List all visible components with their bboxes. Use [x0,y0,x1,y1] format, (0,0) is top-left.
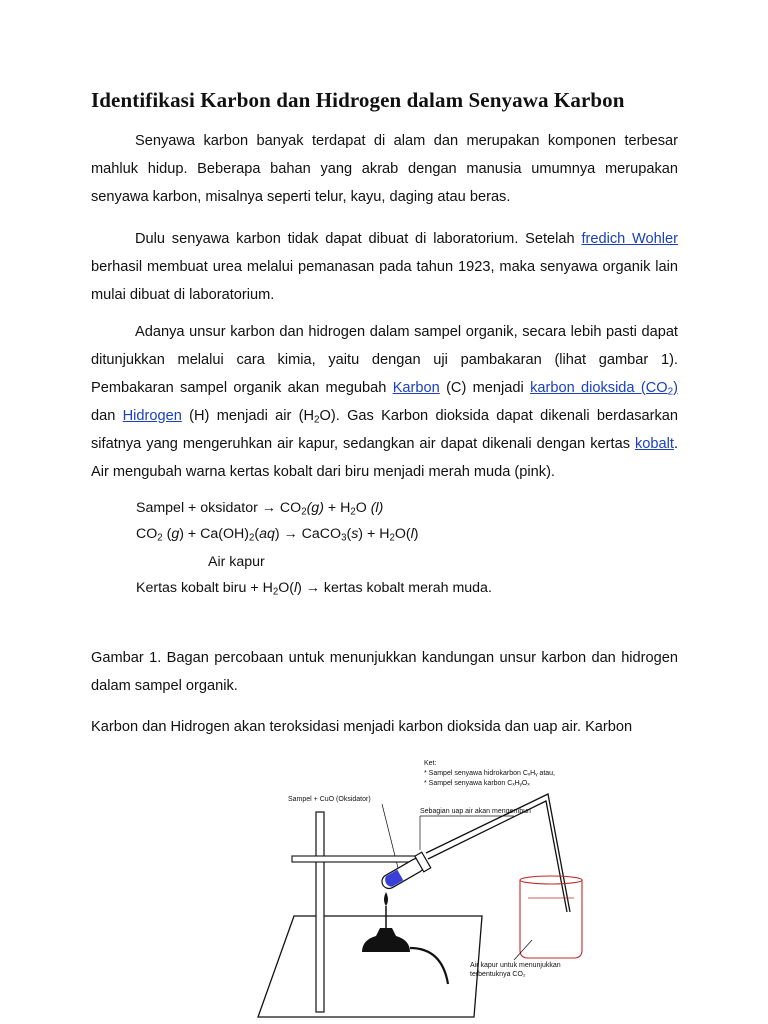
beaker [520,880,582,958]
paragraph-combustion: Adanya unsur karbon dan hidrogen dalam sampel organik, secara lebih pasti dapat ditunjukkan melalui cara kimia, yaitu dengan uji pambakaran (lihat gambar 1). Pembakaran sampel organik akan megubah Karbon (C) menjadi karbon dioksida $(CO_2)$ dan Hidrogen (H) menjadi air $(H_2O)$. Gas Karbon dioksida dapat dikenali berdasarkan sifatnya yang mengeruhkan air kapur, sedangkan air dapat dikenali dengan kertas kobalt. Air mengubah warna kertas kobalt dari biru menjadi merah muda (pink). [91,324,678,480]
link-karbon[interactable]: Karbon [392,380,440,396]
burner [362,928,410,952]
link-kobalt[interactable]: kobalt [634,436,674,452]
experiment-diagram-svg [252,752,692,1024]
paragraph-intro: Senyawa karbon banyak terdapat di alam dan merupakan komponen terbesar mahluk hidup. Beberapa bahan yang akrab dengan manusia umumnya merupakan senyawa karbon, misalnya seperti telur, kayu, daging atau beras. [91,133,678,205]
legend-title: Ket: [424,760,437,767]
retort-stand-rod [316,812,324,1012]
burner-hose [410,948,448,984]
experiment-diagram [252,752,692,1024]
label-limewater-2: terbentuknya CO₂ [470,971,526,978]
clamp-arm [292,856,418,862]
pointer-sample [382,804,400,876]
paragraph-oxidation: Karbon dan Hidrogen akan teroksidasi menjadi karbon dioksida dan uap air. Karbon [91,719,633,735]
page-title: Identifikasi Karbon dan Hidrogen dalam Senyawa Karbon [91,88,625,112]
equation-2: $CO_2$ $(g) + Ca(OH)_2(aq)$ → CaCO$_3$(s) + $H_2O(l)$ [136,526,419,544]
label-vapor: Sebagian uap air akan mengembun [420,808,531,815]
equation-1: Sampel + oksidator → $CO_2(g) + H_2O$ (l) [136,500,384,518]
flame [384,892,388,906]
figure-caption: Gambar 1. Bagan percobaan untuk menunjukkan kandungan unsur karbon dan hidrogen dalam sampel organik. [91,650,678,694]
equation-4: Kertas kobalt biru + $H_2O(l)$ → kertas kobalt merah muda. [136,580,492,598]
legend-line-2: * Sampel senyawa karbon CₓHᵧOₓ [424,780,530,787]
paragraph-wohler: Dulu senyawa karbon tidak dapat dibuat di laboratorium. Setelah fredich Wohler berhasil membuat urea melalui pemanasan pada tahun 1923, maka senyawa organik lain mulai dibuat di laboratorium. [91,231,679,303]
link-fredich-wohler[interactable]: fredich Wohler [581,231,679,247]
lab-table [258,916,482,1017]
equation-air-kapur: Air kapur [208,554,265,570]
link-karbon-dioksida[interactable]: karbon dioksida $(CO_2)$ [530,380,678,398]
legend-line-1: * Sampel senyawa hidrokarbon CₓHᵧ atau, [424,770,556,777]
link-hidrogen[interactable]: Hidrogen [122,408,182,424]
label-limewater-1: Air kapur untuk menunjukkan [470,962,561,969]
label-sample: Sampel + CuO (Oksidator) [288,796,371,803]
